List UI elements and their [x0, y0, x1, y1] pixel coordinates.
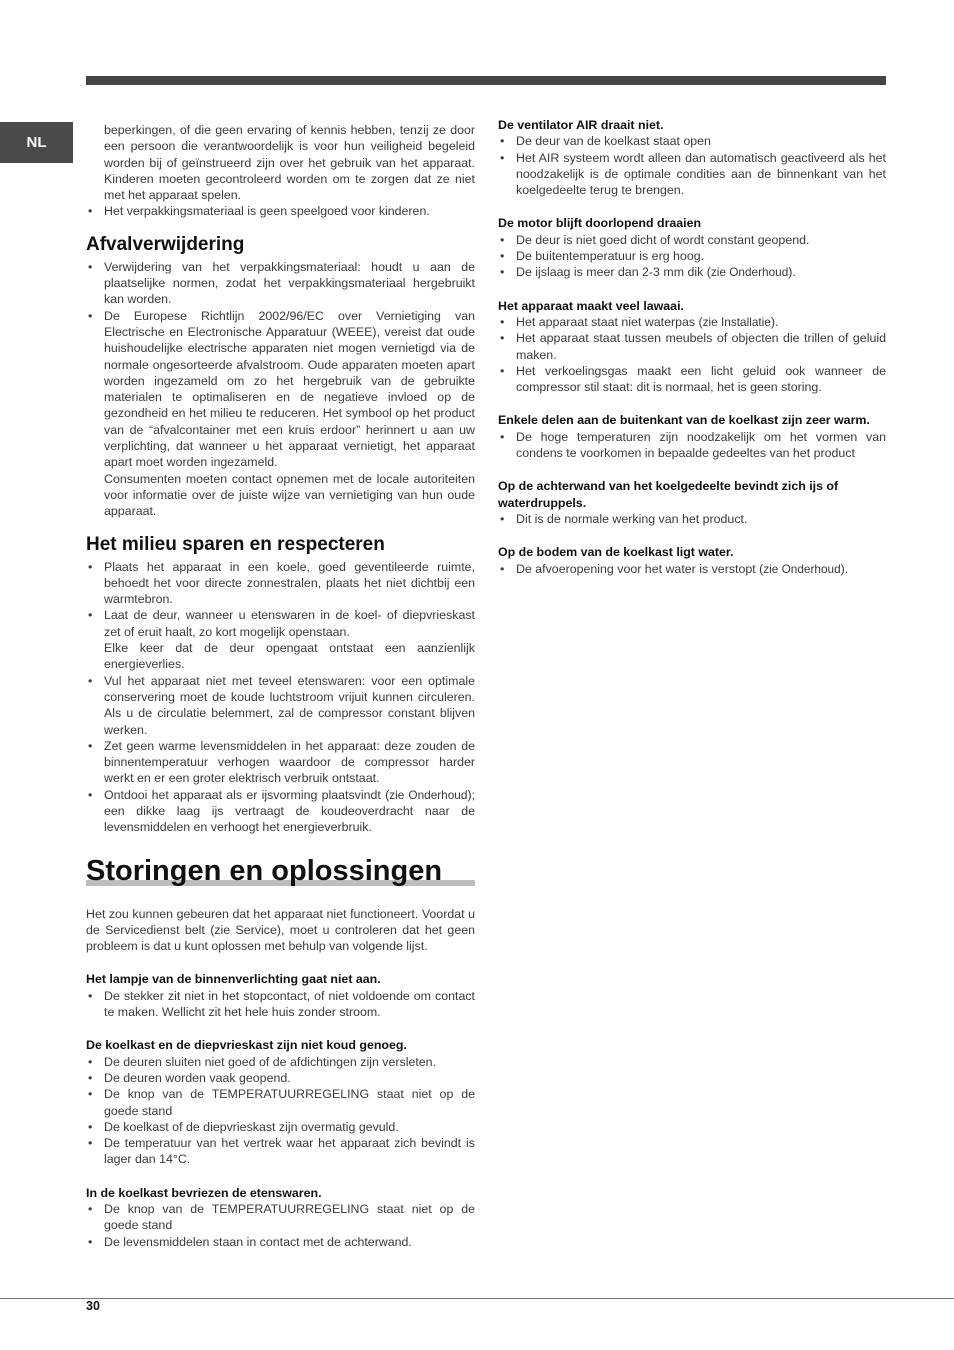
problem-list [498, 511, 886, 527]
problem-heading: De koelkast en de diepvrieskast zijn niet koud genoeg. [86, 1038, 407, 1053]
list-item: • De deur van de koelkast staat open [498, 133, 886, 149]
cross-reference: zie Onderhoud [763, 561, 841, 576]
list-item: • Het verkoelingsgas maakt een licht geluid ook wanneer de compressor stil staat: dit is normaal, het is geen storing. [498, 363, 886, 396]
problem-heading: Het lampje van de binnenverlichting gaat niet aan. [86, 972, 381, 987]
list-item-text: Het apparaat staat niet waterpas ( [516, 314, 703, 329]
problem-heading: Het apparaat maakt veel lawaai. [498, 298, 684, 313]
milieu-list-2 [86, 673, 475, 836]
problem-heading: Op de bodem van de koelkast ligt water. [498, 545, 734, 560]
list-item-text: De ijslaag is meer dan 2-3 mm dik ( [516, 265, 711, 280]
list-item [498, 561, 886, 577]
list-item: • Het verpakkingsmateriaal is geen speelgoed voor kinderen. [86, 203, 475, 219]
list-item: • Het apparaat staat tussen meubels of objecten die trillen of geluid maken. [498, 330, 886, 363]
list-item: • De knop van de TEMPERATUURREGELING staat niet op de goede stand [86, 1086, 475, 1119]
left-column [86, 122, 475, 1250]
problem-list [498, 232, 886, 281]
list-item [498, 314, 886, 330]
list-item-text: ); een dikke laag ijs vertraagt de koudeoverdracht naar de levensmiddelen en verhoogt het energieverbruik. [104, 787, 476, 835]
milieu-list [86, 559, 475, 640]
problem-list [86, 1054, 475, 1168]
problem-list [86, 1201, 475, 1250]
list-item: • Dit is de normale werking van het product. [498, 511, 886, 527]
list-item: • De buitentemperatuur is erg hoog. [498, 248, 886, 264]
list-item: • Plaats het apparaat in een koele, goed geventileerde ruimte, behoedt het voor directe zonnestralen, plaats het niet dichtbij een warmtebron. [86, 559, 475, 608]
list-item: • Het AIR systeem wordt alleen dan automatisch geactiveerd als het noodzakelijk is de optimale condities aan de binnenkant van het koelgedeelte terug te brengen. [498, 150, 886, 199]
list-item-continuation: Elke keer dat de deur opengaat ontstaat een aanzienlijk energieverlies. [104, 641, 475, 672]
list-item-continuation: Consumenten moeten contact opnemen met de locale autoriteiten voor informatie over de juiste wijze van vernietiging van hun oude apparaat. [104, 471, 475, 519]
list-item-text: Ontdooi het apparaat als er ijsvorming plaatsvindt ( [104, 787, 390, 802]
problem-heading: Op de achterwand van het koelgedeelte bevindt zich ijs of waterdruppels. [498, 479, 839, 510]
problem-heading: Enkele delen aan de buitenkant van de koelkast zijn zeer warm. [498, 413, 870, 428]
list-item: • De deur is niet goed dicht of wordt constant geopend. [498, 232, 886, 248]
problem-list [498, 429, 886, 462]
problem-list [86, 988, 475, 1021]
list-item: • De stekker zit niet in het stopcontact, of niet voldoende om contact te maken. Wellicht zit het hele huis zonder stroom. [86, 988, 475, 1021]
list-item-text: ). [840, 561, 849, 576]
chapter-title: Storingen en oplossingen [86, 856, 475, 886]
right-column [498, 117, 886, 577]
list-item: • Zet geen warme levensmiddelen in het apparaat: deze zouden de binnentemperatuur verhogen waardoor de compressor harder werkt en er een groter elektrisch verbruik ontstaat. [86, 738, 475, 787]
section-heading-afvalverwijdering: Afvalverwijdering [86, 233, 245, 255]
problem-heading: In de koelkast bevriezen de etenswaren. [86, 1185, 322, 1200]
cross-reference: zie Installatie [702, 314, 771, 329]
page-number: 30 [86, 1299, 100, 1313]
list-item: • De koelkast of de diepvrieskast zijn overmatig gevuld. [86, 1119, 475, 1135]
list-item-text: ). [770, 314, 779, 329]
list-item: • De levensmiddelen staan in contact met de achterwand. [86, 1234, 475, 1250]
problem-list [498, 561, 886, 577]
problem-list [498, 133, 886, 198]
list-item [498, 264, 886, 280]
problem-list [498, 314, 886, 395]
list-item: • De deuren worden vaak geopend. [86, 1070, 475, 1086]
language-tab: NL [0, 122, 73, 163]
list-item [86, 787, 475, 836]
problem-heading: De motor blijft doorlopend draaien [498, 216, 702, 231]
footer-rule [0, 1298, 954, 1299]
top-rule [86, 76, 886, 85]
list-item: • De temperatuur van het vertrek waar het apparaat zich bevindt is lager dan 14°C. [86, 1135, 475, 1168]
list-item: • Verwijdering van het verpakkingsmateriaal: houdt u aan de plaatselijke normen, zodat het verpakkingsmateriaal hergebruikt kan worden. [86, 259, 475, 308]
cross-reference: zie Onderhoud [710, 265, 789, 280]
list-item: • De deuren sluiten niet goed of de afdichtingen zijn versleten. [86, 1054, 475, 1070]
list-item-text: De afvoeropening voor het water is verstopt ( [516, 561, 764, 576]
intro-list [86, 203, 475, 219]
cross-reference: zie Onderhoud [389, 787, 468, 802]
intro-paragraph: beperkingen, of die geen ervaring of kennis hebben, tenzij ze door een persoon die verantwoordelijk is voor hun veiligheid begeleid worden bij of geïnstrueerd zijn over het gebruik van het apparaat. Kinderen moeten gecontroleerd worden om te zorgen dat ze niet met het apparaat spelen. [104, 123, 475, 203]
list-item: • Laat de deur, wanneer u etenswaren in de koel- of diepvrieskast zet of eruit haalt, zo kort mogelijk openstaan. [86, 607, 475, 640]
section-heading-milieu: Het milieu sparen en respecteren [86, 533, 385, 555]
list-item: • De hoge temperaturen zijn noodzakelijk om het vormen van condens te voorkomen in bepaalde gedeeltes van het product [498, 429, 886, 462]
list-item: • De Europese Richtlijn 2002/96/EC over Vernietiging van Electrische en Electronische Apparatuur (WEEE), vereist dat oude huishoudelijke electrische apparaten niet mogen vernietigd via de normale ongesorteerde afvalstroom. Oude apparaten moeten apart worden ingezameld om zo het hergebruik van de gebruikte materialen te optimaliseren en de negatieve invloed op de gezondheid en het milieu te reduceren. Het symbool op het product van de “afvalcontainer met een kruis erdoor” herinnert u aan uw verplichting, dat wanneer u het apparaat vernietigt, het apparaat apart moet worden ingezameld. [86, 308, 475, 471]
afval-list [86, 259, 475, 471]
list-item: • Vul het apparaat niet met teveel etenswaren: voor een optimale conservering moet de koude luchtstroom vrijuit kunnen circuleren. Als u de circulatie belemmert, zal de compressor constant blijven werken. [86, 673, 475, 738]
problem-heading: De ventilator AIR draait niet. [498, 118, 664, 132]
troubleshooting-intro: Het zou kunnen gebeuren dat het apparaat niet functioneert. Voordat u de Servicedienst belt (zie Service), moet u controleren dat het geen probleem is dat u kunt oplossen met behulp van volgende lijst. [86, 906, 475, 954]
list-item-text: ). [788, 265, 796, 280]
list-item: • De knop van de TEMPERATUURREGELING staat niet op de goede stand [86, 1201, 475, 1234]
